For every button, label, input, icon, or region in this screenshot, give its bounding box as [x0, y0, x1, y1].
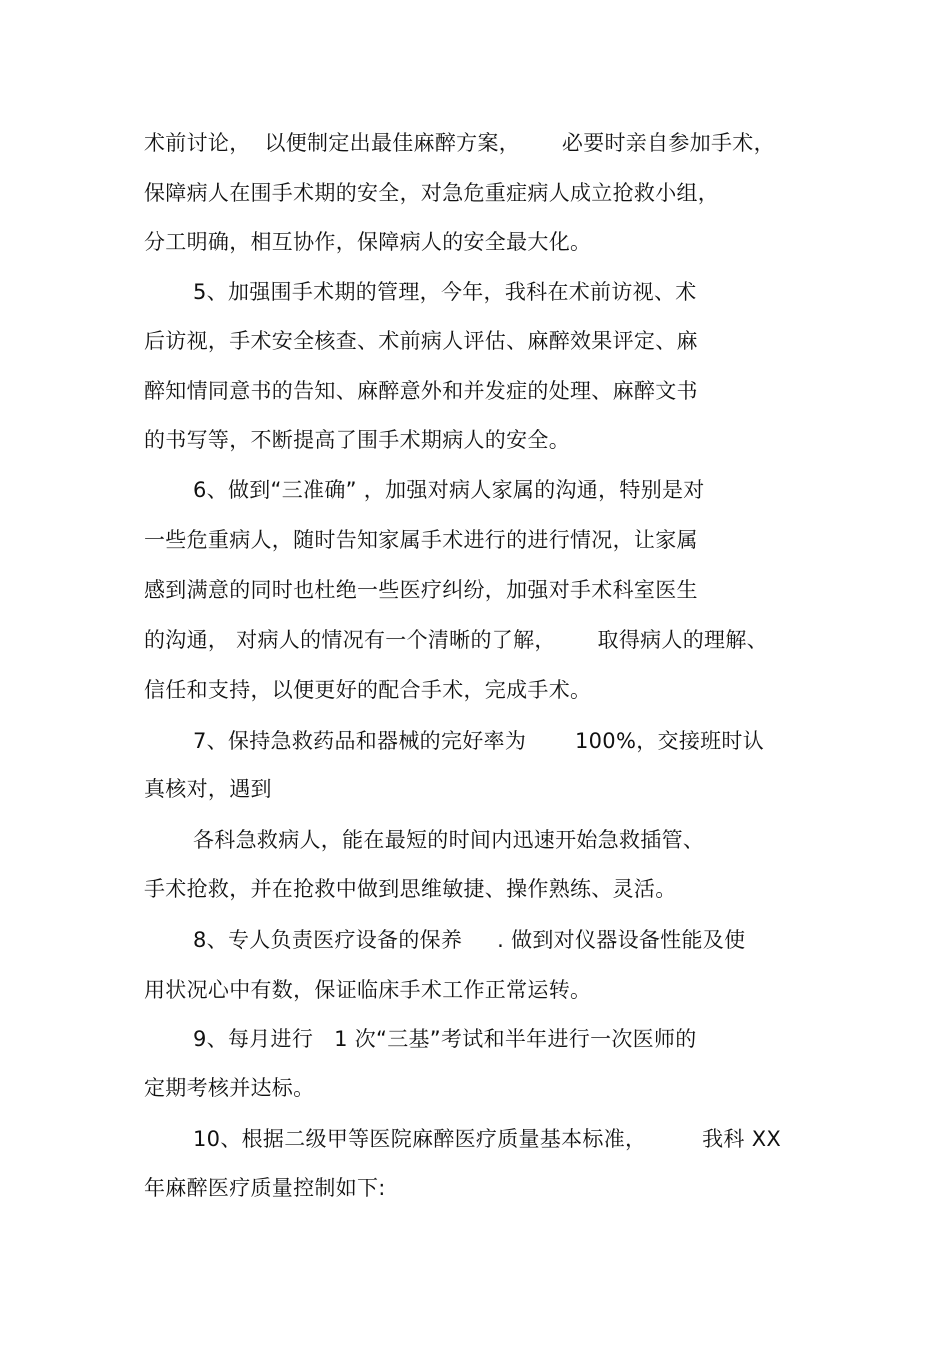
text-line-14: 真核对，遇到	[144, 777, 272, 801]
text-line-7: 的书写等，不断提高了围手术期病人的安全。	[144, 428, 570, 452]
text-line-9: 一些危重病人，随时告知家属手术进行的进行情况，让家属	[144, 528, 698, 552]
text-line-10: 感到满意的同时也杜绝一些医疗纠纷，加强对手术科室医生	[144, 578, 698, 602]
text-line-1: 术前讨论， 以便制定出最佳麻醉方案， 必要时亲自参加手术，	[144, 131, 775, 155]
text-line-11: 的沟通， 对病人的情况有一个清晰的了解， 取得病人的理解、	[144, 628, 768, 652]
text-line-5: 后访视，手术安全核查、术前病人评估、麻醉效果评定、麻	[144, 329, 698, 353]
text-line-16: 手术抢救，并在抢救中做到思维敏捷、操作熟练、灵活。	[144, 877, 677, 901]
text-line-15: 各科急救病人，能在最短的时间内迅速开始急救插管、	[193, 828, 705, 852]
text-line-2: 保障病人在围手术期的安全，对急危重症病人成立抢救小组，	[144, 181, 720, 205]
text-line-20: 定期考核并达标。	[144, 1076, 315, 1100]
text-line-12: 信任和支持，以便更好的配合手术，完成手术。	[144, 678, 592, 702]
text-line-6: 醉知情同意书的告知、麻醉意外和并发症的处理、麻醉文书	[144, 379, 698, 403]
text-line-4: 5、加强围手术期的管理，今年，我科在术前访视、术	[193, 280, 697, 304]
text-line-19: 9、每月进行 1 次“三基”考试和半年进行一次医师的	[193, 1027, 697, 1051]
text-line-13: 7、保持急救药品和器械的完好率为 100%，交接班时认	[193, 729, 765, 753]
text-line-21: 10、根据二级甲等医院麻醉医疗质量基本标准， 我科 XX	[193, 1127, 782, 1151]
text-line-17: 8、专人负责医疗设备的保养 . 做到对仪器设备性能及使	[193, 928, 746, 952]
text-line-22: 年麻醉医疗质量控制如下:	[144, 1176, 386, 1200]
text-line-18: 用状况心中有数，保证临床手术工作正常运转。	[144, 978, 592, 1002]
text-line-3: 分工明确，相互协作，保障病人的安全最大化。	[144, 230, 592, 254]
text-line-8: 6、做到“三准确” ，加强对病人家属的沟通，特别是对	[193, 478, 705, 502]
